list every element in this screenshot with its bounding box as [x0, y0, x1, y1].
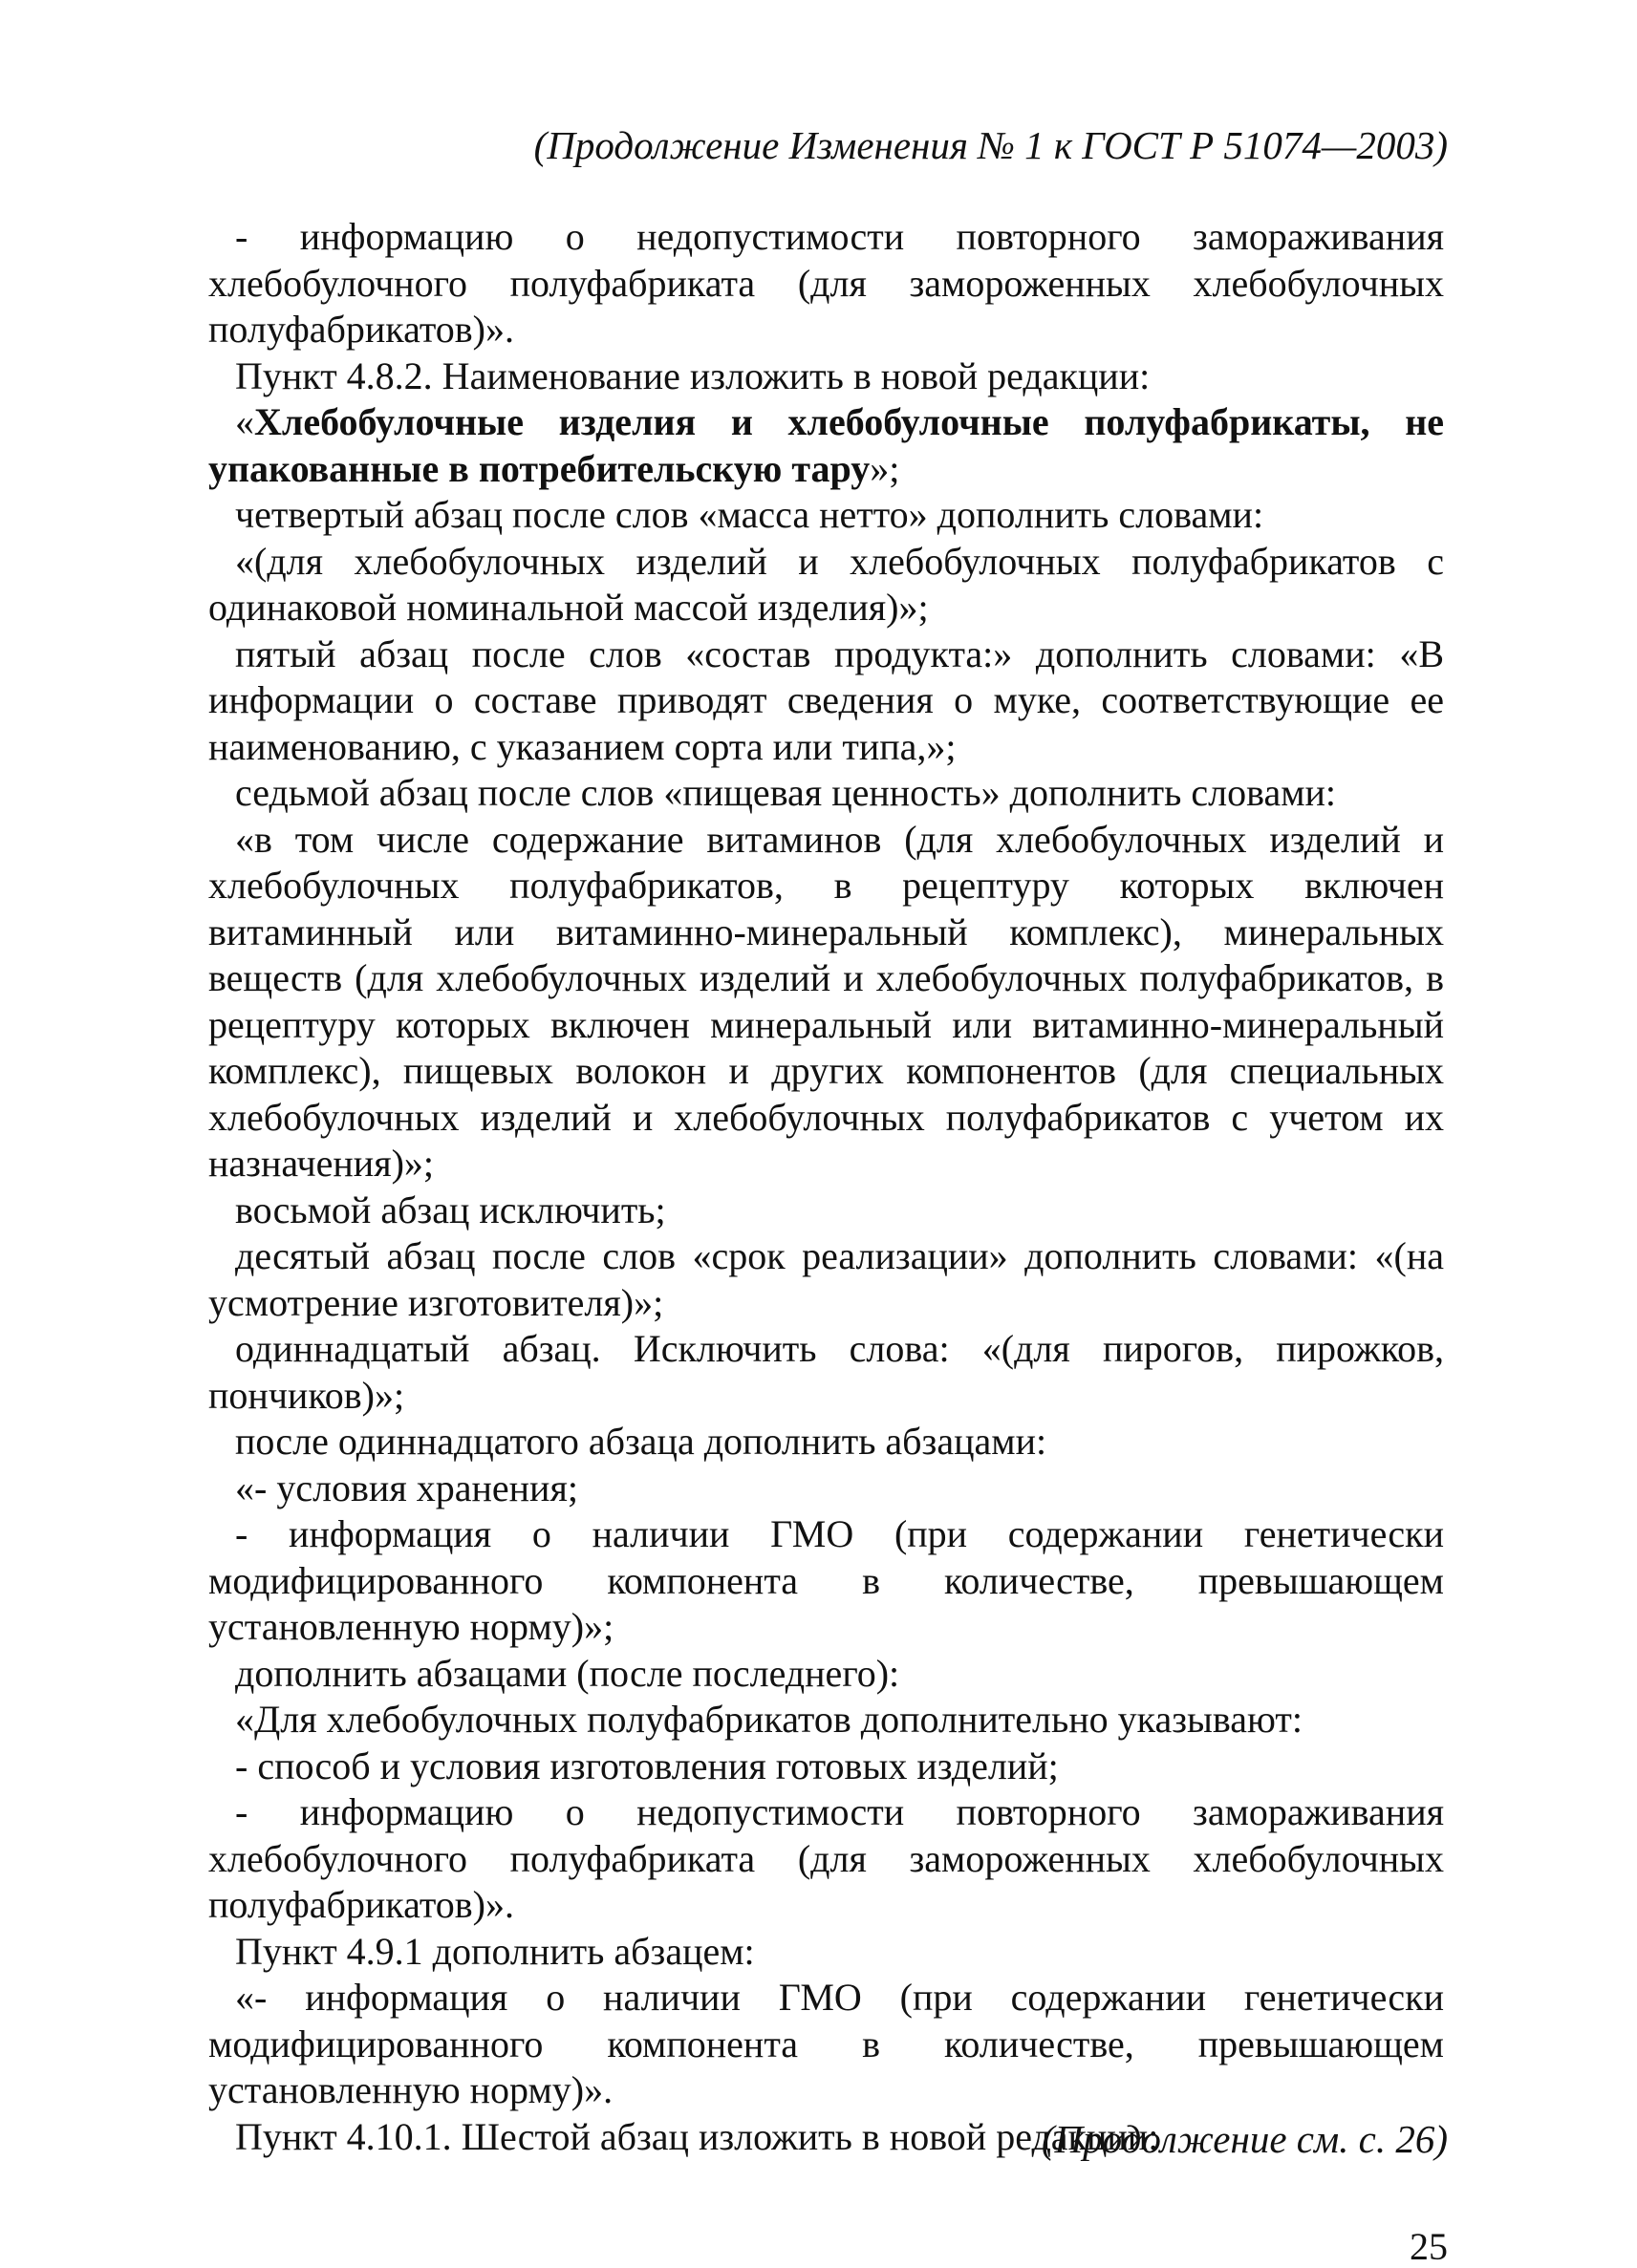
paragraph: «- информация о наличии ГМО (при содержании генетически модифицированного компонента в количестве, превышающем установленную норму)». [208, 1976, 1444, 2111]
close-quote: »; [870, 446, 900, 490]
paragraph-bold-heading [208, 399, 1444, 492]
paragraph: после одиннадцатого абзаца дополнить абзацами: [235, 1420, 1047, 1463]
paragraph: одиннадцатый абзац. Исключить слова: «(для пирогов, пирожков, пончиков)»; [208, 1327, 1444, 1417]
paragraph: седьмой абзац после слов «пищевая ценность» дополнить словами: [235, 771, 1337, 814]
bold-heading-text: Хлебобулочные изделия и хлебобулочные полуфабрикаты, не упакованные в потребительскую тару [208, 400, 1444, 490]
paragraph: Пункт 4.10.1. Шестой абзац изложить в новой редакции: [235, 2114, 1159, 2158]
paragraph: четвертый абзац после слов «масса нетто» дополнить словами: [235, 493, 1264, 536]
paragraph: восьмой абзац исключить; [235, 1187, 666, 1231]
paragraph: - информацию о недопустимости повторного замораживания хлебобулочного полуфабриката (для замороженных хлебобулочных полуфабрикатов)». [208, 215, 1444, 351]
page-number: 25 [1410, 2225, 1448, 2268]
paragraph: «Для хлебобулочных полуфабрикатов дополнительно указывают: [235, 1698, 1303, 1741]
paragraph: пятый абзац после слов «состав продукта:» дополнить словами: «В информации о составе приводят сведения о муке, соответствующие ее наименованию, с указанием сорта или типа,»; [208, 631, 1444, 768]
paragraph: дополнить абзацами (после последнего): [235, 1651, 900, 1695]
paragraph: «- условия хранения; [235, 1466, 578, 1509]
paragraph: «(для хлебобулочных изделий и хлебобулочных полуфабрикатов с одинаковой номинальной массой изделия)»; [208, 539, 1444, 629]
paragraph: Пункт 4.9.1 дополнить абзацем: [235, 1929, 755, 1973]
open-quote: « [235, 400, 254, 443]
paragraph: «в том числе содержание витаминов (для хлебобулочных изделий и хлебобулочных полуфабрикатов, в рецептуру которых включен витаминный или витаминно-минеральный комплекс), минеральных веществ (для хлебобулочных изделий и хлебобулочных полуфабрикатов, в рецептуру которых включен минеральный или витаминно-минеральный комплекс), пищевых волокон и других компонентов (для специальных хлебобулочных изделий и хлебобулочных полуфабрикатов с учетом их назначения)»; [208, 817, 1444, 1185]
paragraph: - информацию о недопустимости повторного замораживания хлебобулочного полуфабриката (для замороженных хлебобулочных полуфабрикатов)». [208, 1790, 1444, 1926]
paragraph: Пункт 4.8.2. Наименование изложить в новой редакции: [235, 353, 1151, 397]
paragraph: - способ и условия изготовления готовых изделий; [235, 1744, 1059, 1787]
document-body [208, 214, 1444, 2160]
running-header: (Продолжение Изменения № 1 к ГОСТ Р 51074—2003) [533, 123, 1448, 167]
paragraph: десятый абзац после слов «срок реализации» дополнить словами: «(на усмотрение изготовителя)»; [208, 1234, 1444, 1324]
continuation-note: (Продолжение см. с. 26) [1041, 2117, 1448, 2161]
paragraph: - информация о наличии ГМО (при содержании генетически модифицированного компонента в количестве, превышающем установленную норму)»; [208, 1512, 1444, 1648]
